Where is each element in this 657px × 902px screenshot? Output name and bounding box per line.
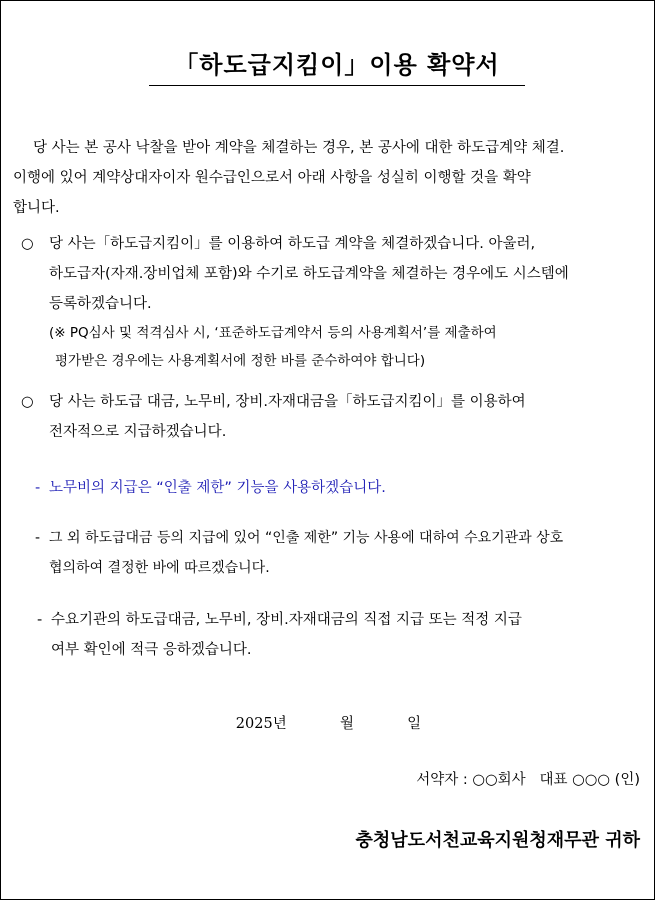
- sub-item-3-line-2: 여부 확인에 적극 응하겠습니다.: [51, 642, 252, 658]
- pledge-item-1: [21, 229, 643, 375]
- note-line-1: (※ PQ심사 및 적격심사 시, ‘표준하도급계약서 등의 사용계획서’를 제출하여: [49, 325, 497, 341]
- sub-item-2-line-1: 그 외 하도급대금 등의 지급에 있어 “인출 제한” 기능 사용에 대하여 수요기관과 상호: [49, 530, 564, 546]
- intro-line-3: 합니다.: [13, 200, 60, 216]
- dash-bullet-icon: -: [37, 612, 43, 628]
- sub-item-1: [35, 473, 655, 503]
- signer-line: 서약자 : ○○회사 대표 ○○○ (인): [416, 772, 640, 788]
- date-month: 월: [339, 716, 354, 732]
- sub-item-2: [35, 523, 655, 583]
- intro-line-1: 당 사는 본 공사 낙찰을 받아 계약을 체결하는 경우, 본 공사에 대한 하도급계약 체결.: [33, 140, 565, 156]
- note-line-2: 평가받은 경우에는 사용계획서에 정한 바를 준수하여야 합니다): [55, 353, 426, 369]
- sub-item-3: [37, 605, 643, 665]
- sub-item-1-line-1: 노무비의 지급은 “인출 제한” 기능을 사용하겠습니다.: [49, 480, 386, 496]
- intro-line-2: 이행에 있어 계약상대자이자 원수급인으로서 아래 사항을 성실히 이행할 것을 확약: [13, 170, 531, 186]
- pledge-item-2: [21, 387, 643, 447]
- pledge-item-1-line-3: 등록하겠습니다.: [49, 296, 152, 312]
- document-title: 「하도급지킴이」이용 확약서: [149, 45, 525, 86]
- date-year: 2025년: [235, 716, 287, 732]
- sub-item-3-line-1: 수요기관의 하도급대금, 노무비, 장비.자재대금의 직접 지급 또는 적정 지급: [51, 612, 522, 628]
- pledge-item-2-line-2: 전자적으로 지급하겠습니다.: [49, 424, 227, 440]
- sub-item-2-line-2: 협의하여 결정한 바에 따르겠습니다.: [49, 560, 270, 576]
- circle-bullet-icon: ○: [21, 394, 34, 410]
- pledge-item-2-line-1: 당 사는 하도급 대금, 노무비, 장비.자재대금을「하도급지킴이」를 이용하여: [49, 394, 526, 410]
- intro-paragraph: [13, 133, 643, 223]
- pledge-item-1-line-2: 하도급자(자재.장비업체 포함)와 수기로 하도급계약을 체결하는 경우에도 시스템에: [49, 266, 569, 282]
- dash-bullet-icon: -: [35, 480, 41, 496]
- circle-bullet-icon: ○: [21, 236, 34, 252]
- dash-bullet-icon: -: [35, 530, 41, 546]
- date-line: [1, 709, 656, 739]
- addressee-line: 충청남도서천교육지원청재무관 귀하: [355, 830, 640, 851]
- pledge-item-1-line-1: 당 사는「하도급지킴이」를 이용하여 하도급 계약을 체결하겠습니다. 아울러,: [49, 236, 536, 252]
- date-day: 일: [407, 716, 422, 732]
- pledge-item-1-note: [49, 319, 643, 375]
